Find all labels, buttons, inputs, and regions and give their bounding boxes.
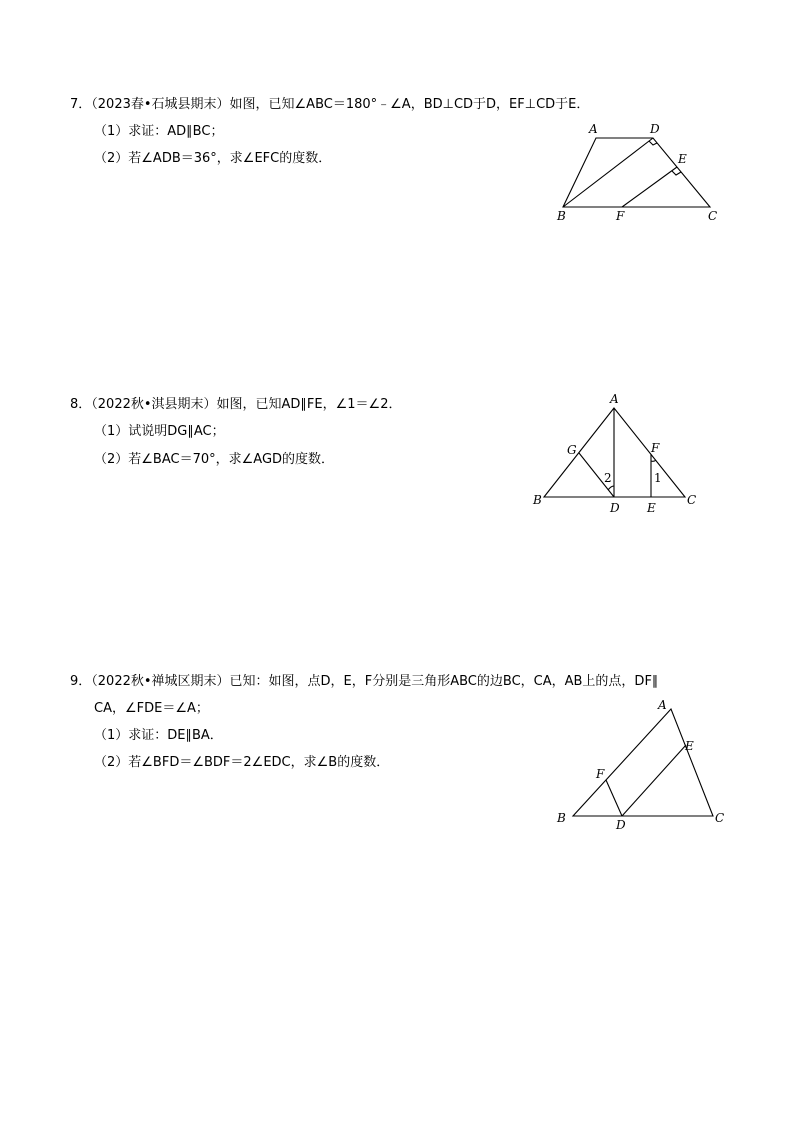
- problem-8-figure: [528, 390, 708, 520]
- label-c: C: [715, 811, 725, 825]
- label-c: C: [687, 493, 697, 507]
- right-angle-mark-e: [672, 171, 681, 175]
- problem-7-part-2: （2）若∠ADB＝36°，求∠EFC的度数．: [94, 151, 332, 166]
- problem-9-part-2: （2）若∠BFD＝∠BDF＝2∠EDC，求∠B的度数．: [94, 755, 390, 770]
- label-f: F: [616, 209, 625, 223]
- problem-7-part-1: （1）求证：AD∥BC；: [94, 124, 224, 139]
- label-b: B: [533, 493, 542, 507]
- problem-9-stem-line-2: CA，∠FDE＝∠A；: [94, 701, 209, 716]
- label-f: F: [596, 767, 605, 781]
- label-e: E: [647, 501, 656, 515]
- problem-7-figure: [550, 118, 730, 228]
- problem-9-figure: [550, 695, 735, 835]
- label-e: E: [678, 152, 687, 166]
- label-a: A: [658, 698, 667, 712]
- segment-df: [606, 780, 622, 816]
- label-g: G: [567, 443, 577, 457]
- label-e: E: [685, 739, 694, 753]
- angle-1-arc: [651, 460, 656, 461]
- problem-7-stem: 7．（2023春•石城县期末）如图，已知∠ABC＝180°﹣∠A，BD⊥CD于D，EF⊥CD于E．: [70, 97, 590, 112]
- problem-8-part-2: （2）若∠BAC＝70°，求∠AGD的度数．: [94, 452, 335, 467]
- angle-2-arc: [608, 486, 614, 490]
- problem-9-part-1: （1）求证：DE∥BA．: [94, 728, 223, 743]
- label-d: D: [650, 122, 660, 136]
- label-d: D: [616, 818, 626, 832]
- label-a: A: [589, 122, 598, 136]
- problem-8-part-1: （1）试说明DG∥AC；: [94, 424, 225, 439]
- label-angle-1: 1: [654, 471, 662, 485]
- label-b: B: [557, 811, 566, 825]
- label-c: C: [708, 209, 718, 223]
- segment-bd: [563, 138, 653, 207]
- label-a: A: [610, 392, 619, 406]
- problem-8-stem: 8．（2022秋•淇县期末）如图，已知AD∥FE，∠1＝∠2．: [70, 397, 402, 412]
- problem-9-stem-line-1: 9．（2022秋•禅城区期末）已知：如图，点D，E，F分别是三角形ABC的边BC，CA，AB上的点，DF∥: [70, 674, 659, 689]
- label-angle-2: 2: [604, 471, 612, 485]
- label-b: B: [557, 209, 566, 223]
- segment-ef: [622, 167, 677, 207]
- label-f: F: [651, 441, 660, 455]
- triangle-abc: [573, 709, 713, 816]
- label-d: D: [610, 501, 620, 515]
- segment-de: [622, 745, 686, 816]
